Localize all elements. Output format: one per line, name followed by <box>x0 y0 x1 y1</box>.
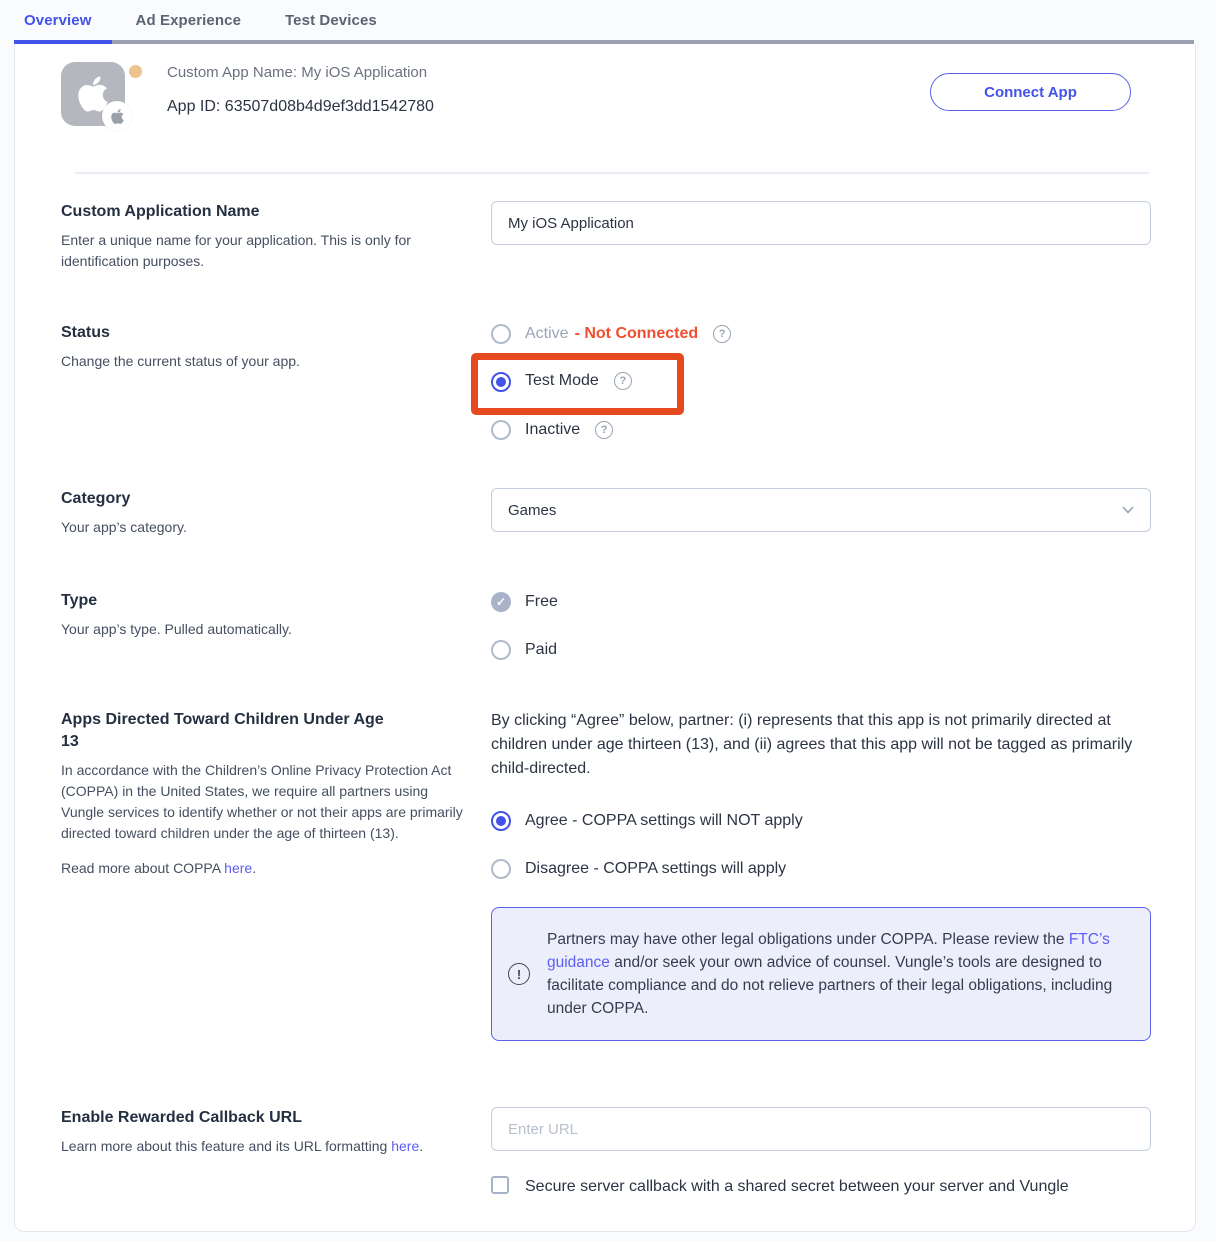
app-header <box>15 44 1195 126</box>
coppa-description: In accordance with the Children’s Online Privacy Protection Act (COPPA) in the United States, we require all partners using Vungle services to identify whether or not their apps are primarily directed toward children under the age of thirteen (13). <box>61 762 463 841</box>
status-option-inactive[interactable] <box>491 418 1151 442</box>
coppa-option-agree[interactable] <box>491 809 1151 833</box>
coppa-agree-label: Agree - COPPA settings will NOT apply <box>525 812 803 829</box>
status-active-label: Active <box>525 325 569 342</box>
settings-form <box>15 174 1195 1199</box>
callback-row <box>61 1107 1151 1199</box>
coppa-read-more: Read more about COPPA here. <box>61 860 257 876</box>
custom-name-title: Custom Application Name <box>61 203 260 220</box>
status-test-mode-label: Test Mode <box>525 372 599 389</box>
custom-name-input[interactable] <box>491 201 1151 245</box>
coppa-agreement-text: By clicking “Agree” below, partner: (i) represents that this app is not primarily directed at children under age thirteen (13), and (ii) agrees that this app will not be tagged as primarily child-directed. <box>491 712 1133 777</box>
status-title: Status <box>61 324 110 341</box>
coppa-row <box>61 709 1151 1041</box>
callback-description: Learn more about this feature and its URL formatting here. <box>61 1138 424 1154</box>
help-icon[interactable]: ? <box>614 372 632 390</box>
status-inactive-label: Inactive <box>525 421 581 438</box>
alert-icon: ! <box>508 963 530 985</box>
app-header-text <box>167 62 434 116</box>
coppa-here-link[interactable]: here <box>224 860 253 876</box>
type-free-label: Free <box>525 593 558 610</box>
chevron-down-icon <box>1122 506 1134 514</box>
coppa-notice-text: Partners may have other legal obligations under COPPA. Please review the FTC’s guidance and/or seek your own advice of counsel. Vungle’s tools are designed to facilitate compliance and do not relieve partners of their legal obligations, including under COPPA. <box>547 931 1113 1017</box>
help-icon[interactable]: ? <box>713 325 731 343</box>
custom-name-description: Enter a unique name for your application. This is only for identification purposes. <box>61 232 411 269</box>
status-not-connected-note: - Not Connected <box>574 325 699 342</box>
type-paid-label: Paid <box>525 641 558 658</box>
callback-title: Enable Rewarded Callback URL <box>61 1109 302 1126</box>
status-option-test-mode[interactable] <box>491 370 1151 394</box>
secure-callback-option[interactable] <box>491 1174 1151 1199</box>
tab-bar <box>0 0 1216 40</box>
type-title: Type <box>61 592 98 609</box>
checked-circle-icon: ✓ <box>491 592 511 612</box>
secure-callback-checkbox[interactable] <box>491 1176 509 1194</box>
type-option-paid <box>491 638 1151 662</box>
app-icon <box>61 62 125 126</box>
status-option-active[interactable] <box>491 322 1151 346</box>
radio-test-mode[interactable] <box>491 372 511 392</box>
category-selected-value: Games <box>508 501 557 519</box>
status-description: Change the current status of your app. <box>61 353 300 369</box>
app-settings-card <box>14 44 1196 1232</box>
connect-app-button[interactable]: Connect App <box>930 73 1131 111</box>
status-row <box>61 322 1151 442</box>
coppa-disagree-label: Disagree - COPPA settings will apply <box>525 860 787 877</box>
secure-callback-label: Secure server callback with a shared secret between your server and Vungle <box>525 1178 1069 1195</box>
type-option-free <box>491 590 1151 614</box>
callback-url-input[interactable] <box>491 1107 1151 1151</box>
type-row <box>61 590 1151 662</box>
radio-paid <box>491 640 511 660</box>
coppa-notice-box <box>491 907 1151 1041</box>
radio-agree[interactable] <box>491 811 511 831</box>
radio-disagree[interactable] <box>491 859 511 879</box>
custom-name-row <box>61 201 1151 272</box>
radio-active[interactable] <box>491 324 511 344</box>
custom-app-name-text: Custom App Name: My iOS Application <box>167 64 428 81</box>
ftc-guidance-link[interactable]: FTC’s guidance <box>547 931 1110 971</box>
category-select[interactable] <box>491 488 1151 532</box>
category-row <box>61 488 1151 538</box>
category-title: Category <box>61 490 131 507</box>
status-dot <box>129 65 142 78</box>
coppa-title: Apps Directed Toward Children Under Age 13 <box>61 711 384 750</box>
help-icon[interactable]: ? <box>595 421 613 439</box>
radio-inactive[interactable] <box>491 420 511 440</box>
tab-ad-experience[interactable]: Ad Experience <box>135 11 242 29</box>
callback-here-link[interactable]: here <box>391 1138 420 1154</box>
coppa-option-disagree[interactable] <box>491 857 1151 881</box>
tab-overview[interactable]: Overview <box>24 11 92 29</box>
apple-platform-badge-icon <box>102 101 132 131</box>
tab-test-devices[interactable]: Test Devices <box>285 11 377 29</box>
category-description: Your app’s category. <box>61 519 187 535</box>
type-description: Your app’s type. Pulled automatically. <box>61 621 292 637</box>
app-id-text: App ID: 63507d08b4d9ef3dd1542780 <box>167 98 434 115</box>
